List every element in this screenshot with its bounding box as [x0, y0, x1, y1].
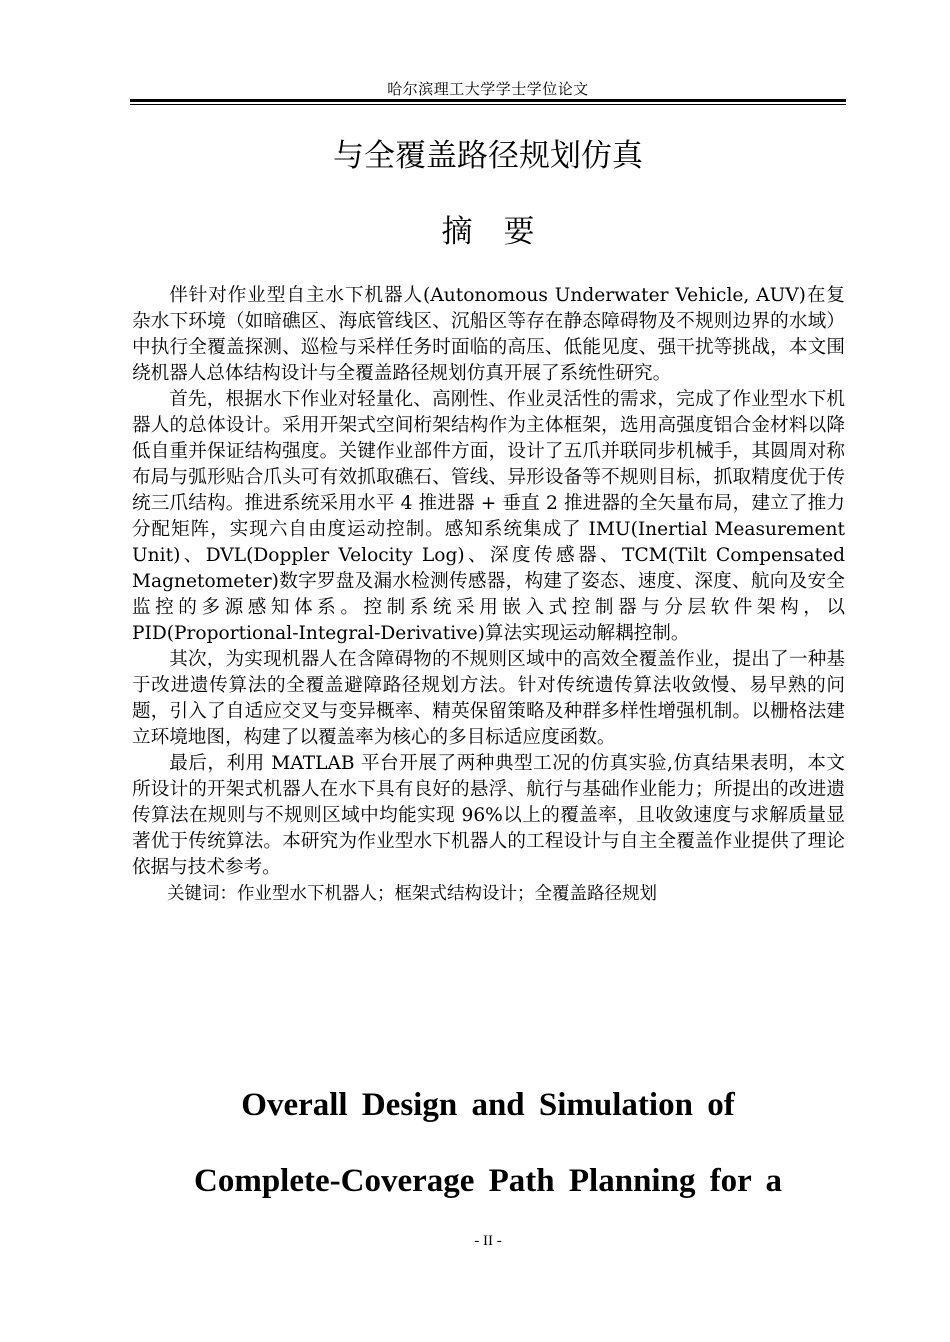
english-title-line-1: Overall Design and Simulation of	[241, 1087, 735, 1123]
keywords: 关键词：作业型水下机器人；框架式结构设计；全覆盖路径规划	[167, 884, 657, 904]
chinese-title: 与全覆盖路径规划仿真	[333, 138, 643, 174]
abstract-body	[132, 283, 845, 907]
running-header: 哈尔滨理工大学学士学位论文	[387, 80, 589, 98]
header-rule-thin	[130, 104, 846, 105]
english-title-line-2: Complete-Coverage Path Planning for a	[194, 1163, 782, 1199]
abstract-heading: 摘 要	[441, 214, 535, 250]
page-number: - II -	[474, 1233, 502, 1249]
abstract-paragraph-2: 首先，根据水下作业对轻量化、高刚性、作业灵活性的需求，完成了作业型水下机器人的总体设计。采用开架式空间桁架结构作为主体框架，选用高强度铝合金材料以降低自重并保证结构强度。关键作业部件方面，设计了五爪并联同步机械手，其圆周对称布局与弧形贴合爪头可有效抓取礁石、管线、异形设备等不规则目标，抓取精度优于传统三爪结构。推进系统采用水平 4 推进器 + 垂直 2 推进器的全矢量布局，建立了推力分配矩阵，实现六自由度运动控制。感知系统集成了 IMU(Inertial Measurement Unit)、DVL(Doppler Velocity Log)、深度传感器、TCM(Tilt Compensated Magnetometer)数字罗盘及漏水检测传感器，构建了姿态、速度、深度、航向及安全监控的多源感知体系。控制系统采用嵌入式控制器与分层软件架构，以 PID(Proportional-Integral-Derivative)算法实现运动解耦控制。	[132, 389, 845, 644]
abstract-paragraph-3: 其次，为实现机器人在含障碍物的不规则区域中的高效全覆盖作业，提出了一种基于改进遗传算法的全覆盖避障路径规划方法。针对传统遗传算法收敛慢、易早熟的问题，引入了自适应交叉与变异概率、精英保留策略及种群多样性增强机制。以栅格法建立环境地图，构建了以覆盖率为核心的多目标适应度函数。	[132, 649, 845, 748]
header-rule-thick	[130, 99, 846, 102]
abstract-paragraph-1: 伴针对作业型自主水下机器人(Autonomous Underwater Vehicle, AUV)在复杂水下环境（如暗礁区、海底管线区、沉船区等存在静态障碍物及不规则边界的水域）中执行全覆盖探测、巡检与采样任务时面临的高压、低能见度、强干扰等挑战，本文围绕机器人总体结构设计与全覆盖路径规划仿真开展了系统性研究。	[132, 285, 845, 384]
abstract-paragraph-4: 最后，利用 MATLAB 平台开展了两种典型工况的仿真实验,仿真结果表明，本文所设计的开架式机器人在水下具有良好的悬浮、航行与基础作业能力；所提出的改进遗传算法在规则与不规则区域中均能实现 96%以上的覆盖率，且收敛速度与求解质量显著优于传统算法。本研究为作业型水下机器人的工程设计与自主全覆盖作业提供了理论依据与技术参考。	[132, 753, 845, 878]
